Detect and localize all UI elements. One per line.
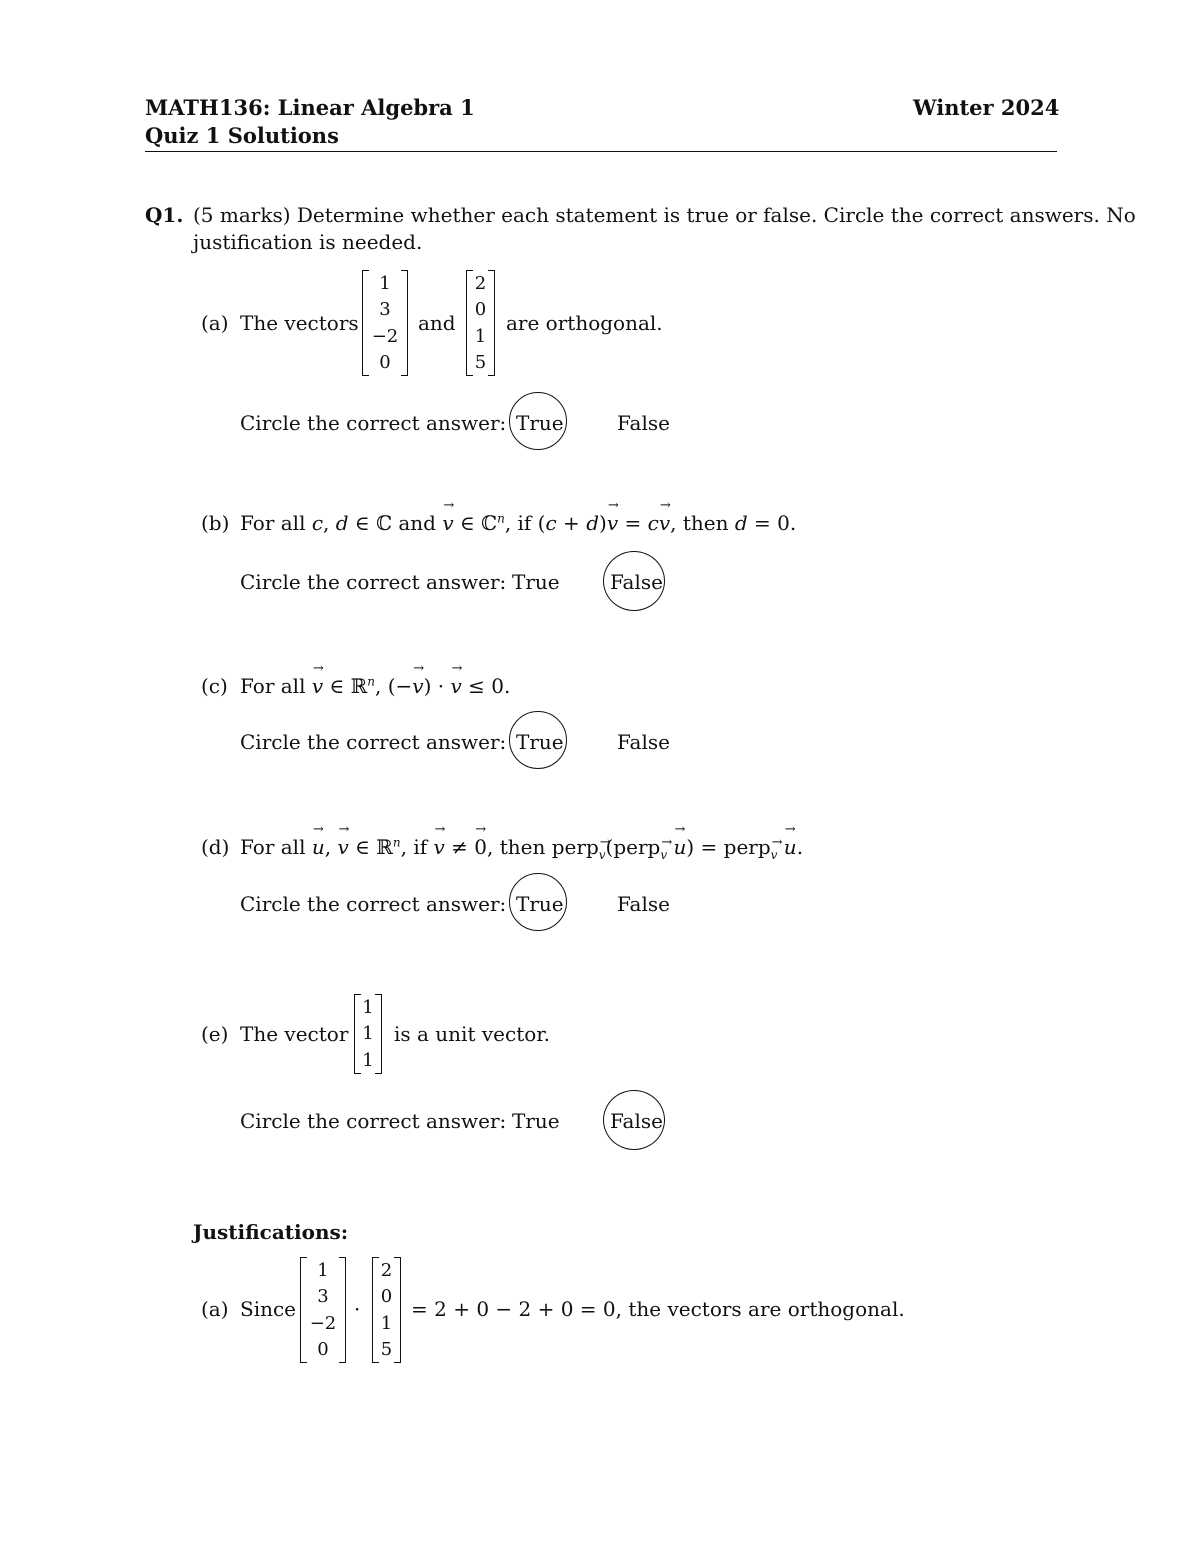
part-a-false-option[interactable]: False bbox=[617, 411, 670, 435]
part-d-answer-circle bbox=[509, 873, 567, 931]
vector-entry: 3 bbox=[317, 1286, 329, 1308]
justification-a-label: (a) bbox=[201, 1297, 229, 1321]
vector-entry: 1 bbox=[362, 1023, 374, 1045]
vector-entry: 1 bbox=[379, 272, 391, 294]
vector-entry: −2 bbox=[309, 1312, 337, 1334]
part-a-label: (a) bbox=[201, 311, 229, 335]
part-e-prompt: Circle the correct answer: bbox=[240, 1109, 507, 1133]
vector-entry: 5 bbox=[380, 1339, 393, 1361]
vector-entry: 0 bbox=[379, 352, 391, 374]
part-b-label: (b) bbox=[201, 511, 230, 535]
part-c-answer-circle bbox=[509, 711, 567, 769]
part-e-answer-circle bbox=[603, 1090, 665, 1150]
part-b-statement: For all c, d ∈ ℂ and → v ∈ ℂ$^n$, if (c + d)→ v = c→ v, then d = 0. bbox=[240, 511, 796, 535]
part-d-prompt: Circle the correct answer: bbox=[240, 892, 507, 916]
part-e-vector bbox=[354, 994, 382, 1074]
part-c-true-option[interactable]: True bbox=[516, 730, 564, 754]
part-a-mid: and bbox=[418, 311, 456, 335]
part-e-label: (e) bbox=[201, 1022, 229, 1046]
part-e-post: is a unit vector. bbox=[394, 1022, 550, 1046]
question-intro-line1: (5 marks) Determine whether each statement is true or false. Circle the correct answers. No bbox=[193, 203, 1136, 227]
vector-entry: 1 bbox=[362, 1050, 374, 1072]
part-b-answer-circle bbox=[603, 551, 665, 611]
justifications-heading: Justifications: bbox=[193, 1220, 349, 1244]
dot-operator: · bbox=[354, 1297, 361, 1321]
header-rule bbox=[145, 151, 1057, 152]
vector-entry: 2 bbox=[380, 1259, 393, 1281]
part-e-pre: The vector bbox=[240, 1022, 349, 1046]
part-a-prompt: Circle the correct answer: bbox=[240, 411, 507, 435]
part-e-true-option[interactable]: True bbox=[512, 1109, 560, 1133]
justification-vector-2 bbox=[372, 1257, 401, 1363]
part-d-statement: For all → u, → v ∈ ℝ$^n$, if → v ≠ → 0, then perp→ $_v$(perp→ $_v$ → u) = perp→ $_v$ → u. bbox=[240, 835, 803, 862]
part-a-vector-2 bbox=[466, 270, 495, 376]
part-b-true-option[interactable]: True bbox=[512, 570, 560, 594]
part-a-pre: The vectors bbox=[240, 311, 359, 335]
part-a-vector-1 bbox=[362, 270, 408, 376]
vector-entry: 2 bbox=[474, 272, 487, 294]
part-c-statement: For all → v ∈ ℝ$^n$, (−→ v) · → v ≤ 0. bbox=[240, 674, 510, 698]
part-d-false-option[interactable]: False bbox=[617, 892, 670, 916]
vector-entry: 0 bbox=[474, 299, 487, 321]
part-d-label: (d) bbox=[201, 835, 230, 859]
vector-entry: 1 bbox=[317, 1259, 329, 1281]
part-a-post: are orthogonal. bbox=[506, 311, 663, 335]
justification-a-pre: Since bbox=[240, 1297, 297, 1321]
vector-entry: 1 bbox=[474, 325, 487, 347]
part-a-true-option[interactable]: True bbox=[516, 411, 564, 435]
vector-entry: 3 bbox=[379, 299, 391, 321]
course-title: MATH136: Linear Algebra 1 bbox=[145, 95, 475, 120]
question-number: Q1. bbox=[145, 203, 184, 227]
vector-entry: 0 bbox=[317, 1339, 329, 1361]
vector-entry: 5 bbox=[474, 352, 487, 374]
part-c-false-option[interactable]: False bbox=[617, 730, 670, 754]
part-a-answer-circle bbox=[509, 392, 567, 450]
part-c-prompt: Circle the correct answer: bbox=[240, 730, 507, 754]
justification-a-post: = 2 + 0 − 2 + 0 = 0, the vectors are orthogonal. bbox=[411, 1297, 905, 1321]
question-intro-line2: justification is needed. bbox=[193, 230, 423, 254]
term-label: Winter 2024 bbox=[913, 95, 1060, 120]
vector-entry: 0 bbox=[380, 1286, 393, 1308]
part-b-false-option[interactable]: False bbox=[610, 570, 663, 594]
vector-entry: −2 bbox=[371, 325, 399, 347]
part-b-prompt: Circle the correct answer: bbox=[240, 570, 507, 594]
quiz-subtitle: Quiz 1 Solutions bbox=[145, 123, 339, 148]
part-c-label: (c) bbox=[201, 674, 228, 698]
part-d-true-option[interactable]: True bbox=[516, 892, 564, 916]
justification-vector-1 bbox=[300, 1257, 346, 1363]
part-e-false-option[interactable]: False bbox=[610, 1109, 663, 1133]
vector-entry: 1 bbox=[362, 996, 374, 1018]
vector-entry: 1 bbox=[380, 1312, 393, 1334]
